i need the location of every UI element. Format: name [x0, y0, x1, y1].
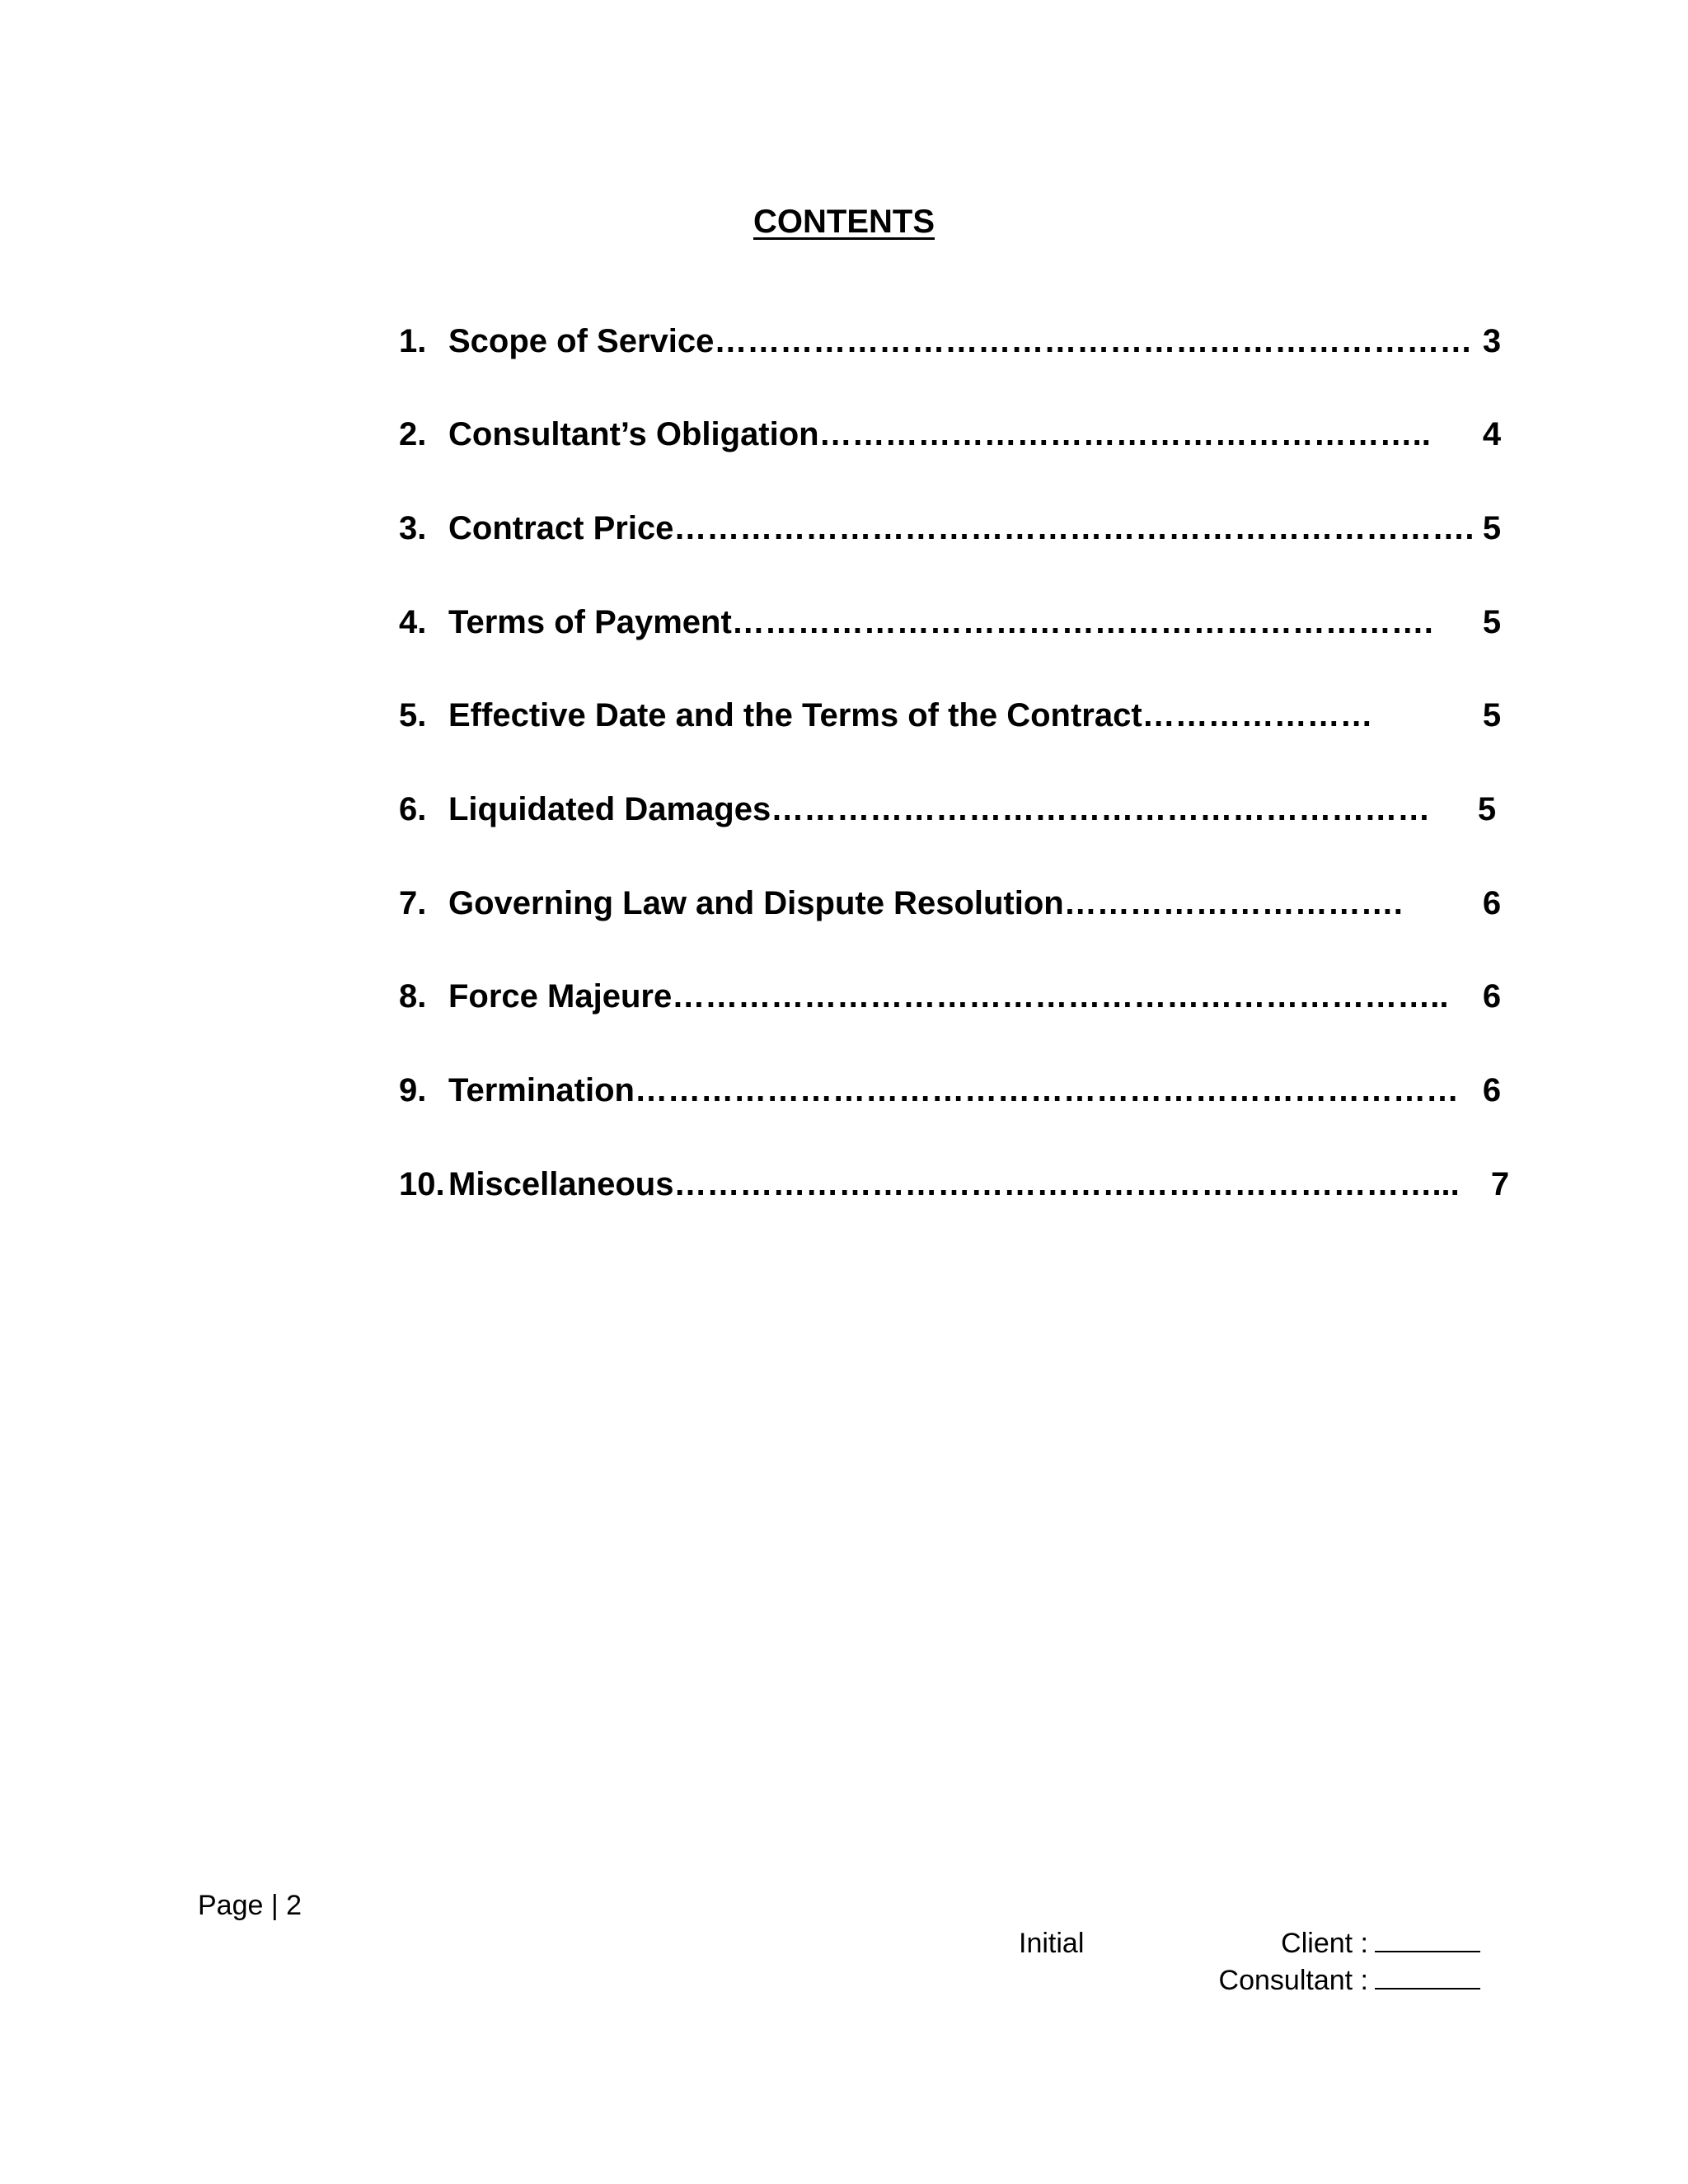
client-signature-line — [1375, 1926, 1480, 1952]
toc-item-number: 6. — [399, 791, 427, 827]
toc-item — [0, 692, 1688, 738]
contents-title-text: CONTENTS — [753, 204, 935, 240]
toc-item — [0, 973, 1688, 1019]
toc-item-number: 8. — [399, 978, 427, 1015]
toc-item — [0, 1161, 1688, 1207]
client-initial-row — [1281, 1925, 1480, 1961]
toc-item-page: 7 — [1490, 1166, 1510, 1202]
toc-item — [0, 318, 1688, 364]
toc-item — [0, 599, 1688, 645]
toc-item — [0, 505, 1688, 551]
toc-item-number: 1. — [399, 323, 427, 359]
toc-item-page: 5 — [1482, 697, 1502, 733]
toc-item — [0, 1067, 1688, 1113]
toc-item-page: 6 — [1482, 978, 1502, 1015]
toc-item-title: Governing Law and Dispute Resolution…………………………. — [448, 885, 1403, 921]
toc-item — [0, 880, 1688, 926]
toc-item-number: 5. — [399, 697, 427, 733]
toc-item — [0, 411, 1688, 457]
toc-item — [0, 786, 1688, 832]
toc-item-number: 2. — [399, 416, 427, 452]
consultant-initial-row — [1219, 1962, 1480, 1999]
toc-item-page: 3 — [1482, 323, 1502, 359]
toc-item-title: Liquidated Damages…………………………………………………… — [448, 791, 1431, 827]
toc-item-title: Miscellaneous……………………………………………………………... — [448, 1166, 1460, 1202]
contents-title — [0, 201, 1688, 242]
initial-label: Initial — [1019, 1928, 1085, 1959]
toc-item-title: Terms of Payment………………………………………………………. — [448, 604, 1433, 640]
toc-item-page: 6 — [1482, 1072, 1502, 1108]
consultant-signature-line — [1375, 1963, 1480, 1990]
consultant-label: Consultant : — [1218, 1965, 1368, 1996]
toc-item-number: 9. — [399, 1072, 427, 1108]
toc-item-page: 5 — [1482, 604, 1502, 640]
client-label: Client : — [1281, 1928, 1368, 1959]
toc-item-page: 5 — [1477, 791, 1497, 827]
toc-item-page: 4 — [1482, 416, 1502, 452]
toc-item-title: Scope of Service…………………………………………………………… — [448, 323, 1473, 359]
toc-item-number: 7. — [399, 885, 427, 921]
toc-item-title: Force Majeure…………………………………………………………….. — [448, 978, 1449, 1015]
toc-item-title: Consultant’s Obligation……………………………………………….. — [448, 416, 1431, 452]
toc-item-number: 4. — [399, 604, 427, 640]
toc-item-title: Termination………………………………………………………………… — [448, 1072, 1459, 1108]
toc-item-title: Contract Price………………………………………………………………. — [448, 510, 1475, 546]
toc-item-title: Effective Date and the Terms of the Contract………………… — [448, 697, 1373, 733]
page-number: Page | 2 — [198, 1890, 302, 1921]
toc-item-number: 10. — [399, 1166, 445, 1202]
toc-item-page: 5 — [1482, 510, 1502, 546]
toc-item-number: 3. — [399, 510, 427, 546]
toc-item-page: 6 — [1482, 885, 1502, 921]
